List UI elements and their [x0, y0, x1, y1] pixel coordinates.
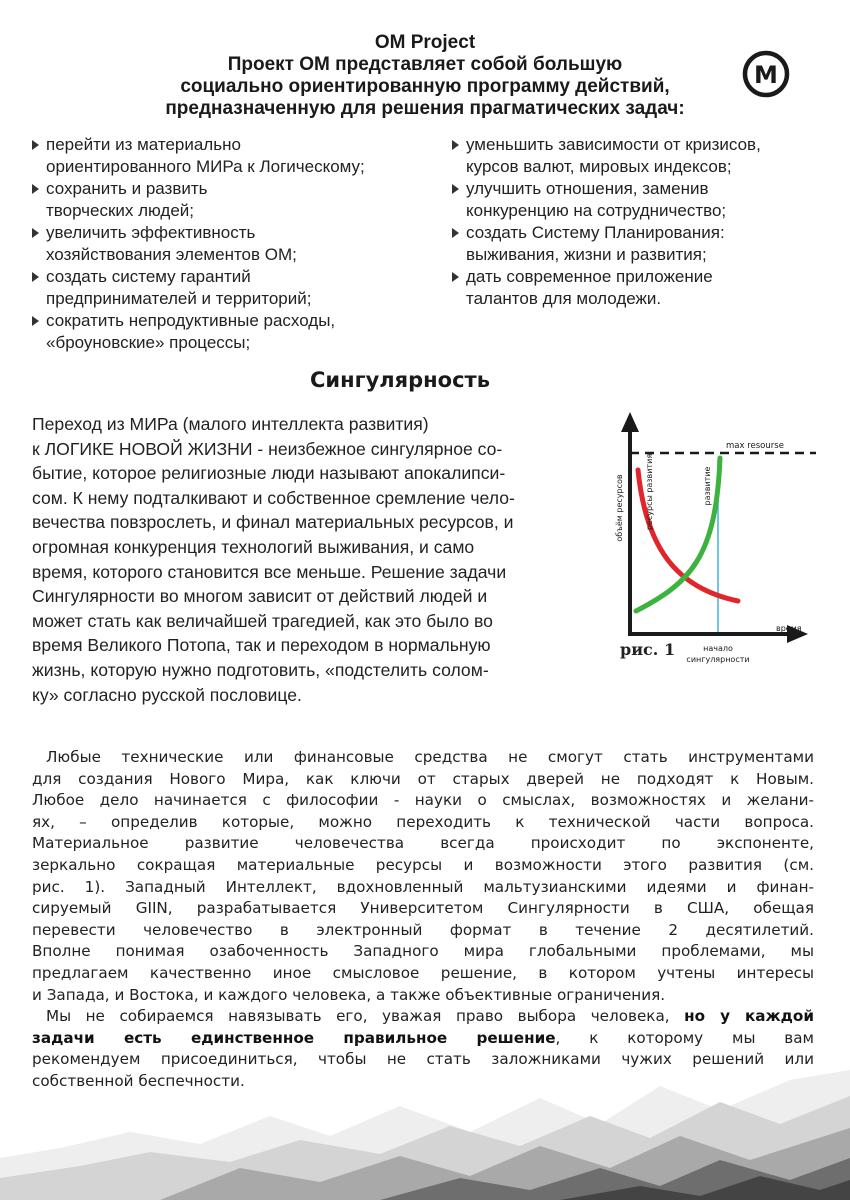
header-title: OM Project — [374, 32, 476, 53]
goals-list-left — [32, 134, 432, 354]
paragraph-line: Мы не собираемся навязывать его, уважая право выбора человека, но у каждой — [46, 1007, 814, 1026]
bullet-triangle-icon — [32, 140, 39, 150]
y-axis-label: объём ресурсов — [615, 474, 624, 542]
list-item: перейти из материально ориентированного МИРа к Логическому; — [32, 134, 432, 178]
bullet-triangle-icon — [452, 272, 459, 282]
list-item: улучшить отношения, заменив конкуренцию на сотрудничество; — [452, 178, 842, 222]
section-title: Сингулярность — [309, 368, 491, 392]
list-item: создать Систему Планирования: выживания, жизни и развития; — [452, 222, 842, 266]
emphasis-text: но у каждой — [684, 1007, 814, 1026]
om-logo-icon — [742, 50, 790, 98]
header-line: Проект ОМ представляет собой большую — [227, 54, 623, 75]
list-item: дать современное приложение талантов для молодежи. — [452, 266, 842, 310]
list-item: сократить непродуктивные расходы, «броуновские» процессы; — [32, 310, 432, 354]
y-axis-arrow-icon — [621, 412, 639, 432]
bullet-triangle-icon — [32, 228, 39, 238]
header-line: предназначенную для решения прагматических задач: — [165, 98, 685, 119]
bullet-triangle-icon — [32, 184, 39, 194]
logo-letter: M — [754, 61, 778, 89]
singularity-chart — [590, 408, 820, 670]
goals-list-right — [452, 134, 842, 310]
x-axis-label: время — [776, 624, 802, 633]
header-line: социально ориентированную программу действий, — [180, 76, 670, 97]
paragraph-line: задачи есть единственное правильное решение, к которому мы вам — [32, 1028, 814, 1047]
intro-paragraph: Переход из МИРа (малого интеллекта развития) к ЛОГИКЕ НОВОЙ ЖИЗНИ - неизбежное сингулярное со- бытие, которое религиозные люди называют апокалипси- сом. К нему подталкивают и собственное сремление чело- вечества повзрослеть, и финал материальных ресурсов, и огромная конкуренция технологий выживания, и само время, которого становится все меньше. Решение задачи Сингулярности во многом зависит от действий людей и может стать как величайшей трагедией, как это было во время Великого Потопа, так и переходом в нормальную жизнь, которую нужно подготовить, «подстелить солом- ку» согласно русской пословице. — [32, 414, 515, 705]
max-resource-label: max resourse — [726, 441, 784, 451]
series-label-resources: ресурсы развития — [645, 453, 654, 531]
figure-caption: рис. 1 — [620, 640, 676, 659]
list-item: создать систему гарантий предпринимателей и территорий; — [32, 266, 432, 310]
singularity-label: сингулярности — [686, 655, 750, 664]
body-paragraphs: Любые технические или финансовые средства не смогут стать инструментами для создания Нового Мира, как ключи от старых дверей не подходят к Новым. Любое дело начинается с философии - науки о смыслах, возможностях и желани- ях, – определив которые, можно переходить к технической части вопроса. Материальное развитие человечества всегда происходит по экспоненте, зеркально сокращая материальные ресурсы и возможности этого развития (см. рис. 1). Западный Интеллект, вдохновленный мальтузианскими идеями и финан- сируемый GIIN, разрабатывается Университетом Сингулярности в США, обещая перевести человечество в электронный формат в течение 2 десятилетий. Вполне понимая озабоченность Западного мира глобальными проблемами, мы предлагаем качественно иное смысловое решение, в котором учтены интересы и Запада, и Востока, и каждого человека, а также объективные ограничения. Мы не собираемся навязывать его, уважая право выбора человека, но у каждой задачи есть единственное правильное решение, к которому мы вам рекомендуем присоединиться, чтобы не стать заложниками чужих решений или собственной беспечности. — [32, 748, 814, 1090]
bullet-triangle-icon — [452, 184, 459, 194]
bullet-triangle-icon — [452, 228, 459, 238]
page-header — [100, 32, 750, 120]
bullet-triangle-icon — [32, 316, 39, 326]
series-label-development: развитие — [703, 466, 712, 506]
bullet-triangle-icon — [32, 272, 39, 282]
list-item: сохранить и развить творческих людей; — [32, 178, 432, 222]
list-item: увеличить эффективность хозяйствования элементов ОМ; — [32, 222, 432, 266]
bullet-triangle-icon — [452, 140, 459, 150]
singularity-label: начало — [703, 644, 733, 653]
emphasis-text: задачи есть единственное правильное решение — [32, 1028, 556, 1047]
decorative-mountains — [0, 1040, 850, 1200]
list-item: уменьшить зависимости от кризисов, курсов валют, мировых индексов; — [452, 134, 842, 178]
